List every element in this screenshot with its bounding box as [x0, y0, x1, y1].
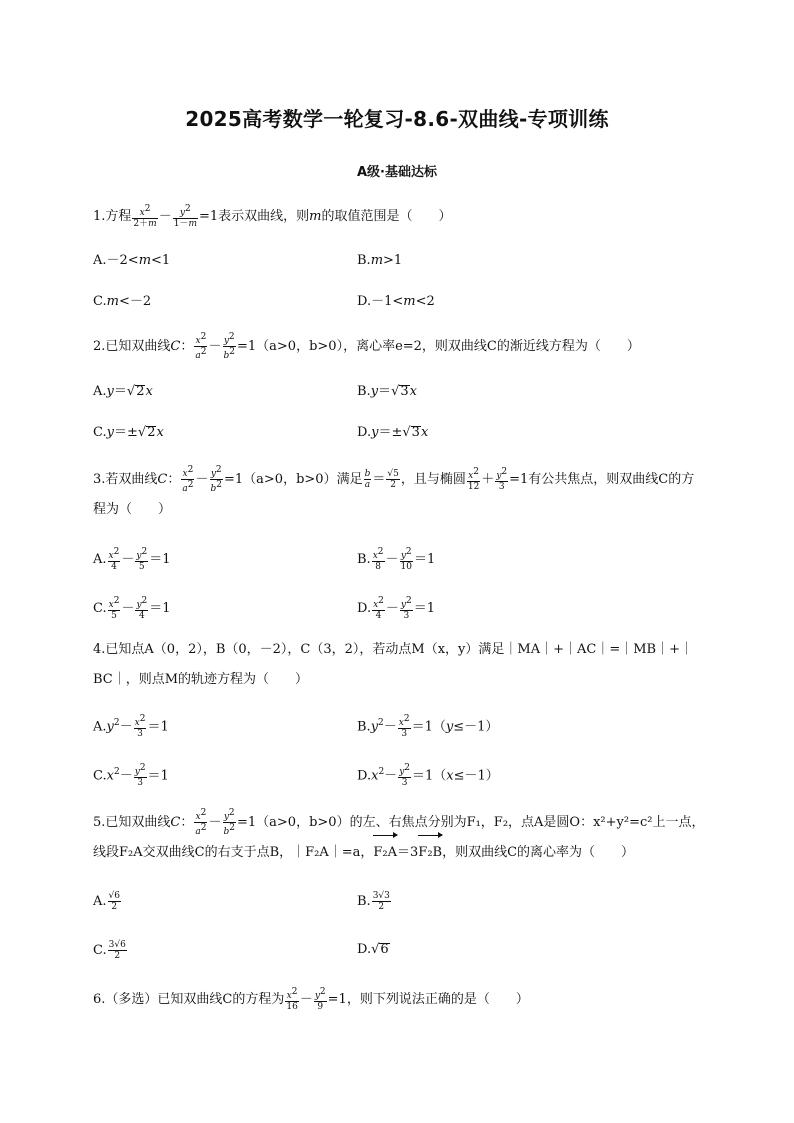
q2-option-a[interactable]: A.y＝√2x [93, 384, 153, 399]
q4-option-b[interactable]: $B.y^2-$ $\frac{x^2}{3}$ ＝1（y≤－1） [357, 714, 499, 740]
q1-option-d[interactable]: D.－1<m<2 [357, 294, 435, 309]
question-2: 2.已知双曲线C： $\frac{x^2}{a^2}$ － $\frac{y^2}{b^2}$ =1（a>0，b>0），离心率e=2，则双曲线C的渐近线方程为（ ） [93, 332, 640, 361]
q5-option-a[interactable]: A. $\frac{√6}{2}$ [93, 891, 120, 912]
question-5: 5.已知双曲线C： $\frac{x^2}{a^2}$ － $\frac{y^2}{b^2}$ =1（a>0，b>0）的左、右焦点分别为F₁，F₂，点A是圆O：x²+y²=c²上一点，线段F₂A交双曲线C的右支于点B，｜F₂A｜=a，F₂A＝3F₂B，则双曲线C的离心率为（ ） [93, 808, 705, 868]
question-4: 4.已知点A（0，2），B（0，－2），C（3，2），若动点M（x，y）满足｜MA｜+｜AC｜=｜MB｜+｜BC｜，则点M的轨迹方程为（ ） [93, 642, 693, 687]
q3-option-c[interactable]: C. $\frac{x^2}{5}$ － $\frac{y^2}{4}$ ＝1 [93, 596, 171, 621]
question-1: 1.方程 $\frac{x^2}{2+m}$ － $\frac{y^2}{1-m}$ =1表示双曲线，则m的取值范围是（ ） [93, 204, 452, 229]
section-heading: A级·基础达标 [357, 165, 437, 180]
question-3: 3.若双曲线C： $\frac{x^2}{a^2}$ － $\frac{y^2}{b^2}$ =1（a>0，b>0）满足 $\frac{b}{a}$ ＝ $\frac{√5}{2}$ ，且与椭圆 $\frac{x^2}{12}$ ＋ $\frac{y^2}{3}$ =1有公共焦点，则双曲线C的方程为（ ） [93, 465, 695, 517]
q3-option-b[interactable]: B. $\frac{x^2}{8}$ － $\frac{y^2}{10}$ ＝1 [357, 547, 436, 572]
q4-option-c[interactable]: $C.x^2-$ $\frac{y^2}{3}$ ＝1 [93, 763, 169, 789]
q3-option-d[interactable]: D. $\frac{x^2}{4}$ － $\frac{y^2}{3}$ ＝1 [357, 596, 436, 621]
q3-option-a[interactable]: A. $\frac{x^2}{4}$ － $\frac{y^2}{5}$ ＝1 [93, 547, 171, 572]
q4-option-a[interactable]: $A.y^2-$ $\frac{x^2}{3}$ ＝1 [93, 714, 169, 740]
q4-option-d[interactable]: $D.x^2-$ $\frac{y^2}{3}$ ＝1（x≤－1） [357, 763, 499, 789]
q5-option-d[interactable]: D.√6 [357, 942, 389, 957]
q5-option-b[interactable]: B. $\frac{3√3}{2}$ [357, 891, 390, 912]
q2-option-d[interactable]: D.y＝±√3x [357, 425, 429, 440]
q2-option-b[interactable]: B.y＝√3x [357, 384, 417, 399]
q1-option-a[interactable]: A.－2<m<1 [93, 253, 171, 268]
q1-option-c[interactable]: C.m<－2 [93, 294, 152, 309]
page-title: 2025高考数学一轮复习-8.6-双曲线-专项训练 [185, 107, 609, 131]
question-6: 6.（多选）已知双曲线C的方程为 $\frac{x^2}{16}$ － $\frac{y^2}{9}$ =1，则下列说法正确的是（ ） [93, 987, 529, 1012]
q2-option-c[interactable]: C.y＝±√2x [93, 425, 164, 440]
q1-option-b[interactable]: B.m>1 [357, 253, 403, 268]
q5-option-c[interactable]: C. $\frac{3√6}{2}$ [93, 940, 126, 961]
